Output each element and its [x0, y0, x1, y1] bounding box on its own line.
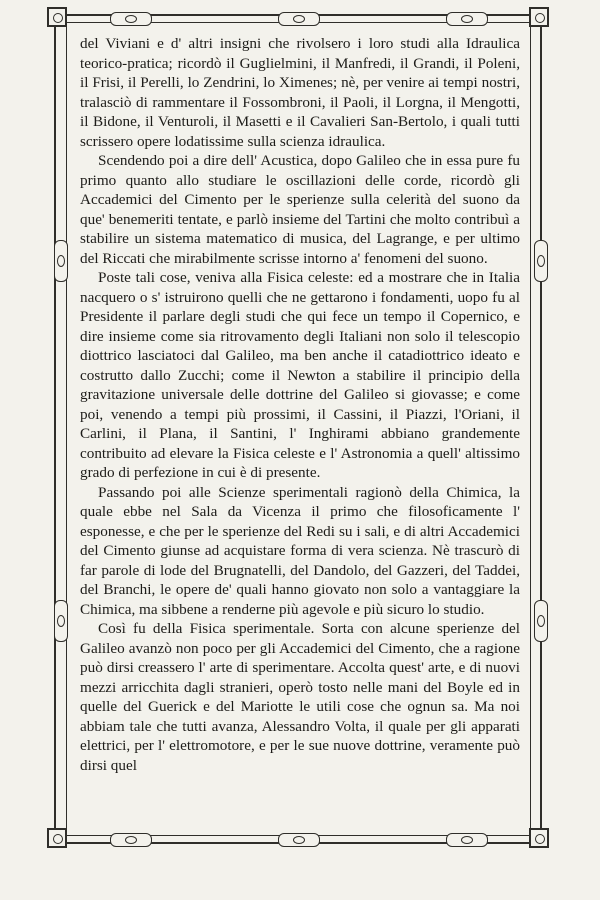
frame-ornament-icon	[534, 600, 548, 642]
body-text	[80, 34, 520, 775]
corner-ornament-icon	[47, 7, 67, 27]
frame-border-right	[540, 14, 542, 844]
frame-inner-border-right	[530, 22, 531, 836]
corner-ornament-icon	[529, 828, 549, 848]
frame-ornament-icon	[278, 833, 320, 847]
frame-ornament-icon	[534, 240, 548, 282]
frame-ornament-icon	[278, 12, 320, 26]
frame-inner-border-left	[66, 22, 67, 836]
frame-ornament-icon	[110, 833, 152, 847]
paragraph: Così fu della Fisica sperimentale. Sorta con alcune sperienze del Galileo avanzò non poco per gli Accademici del Cimento, che a ragione può dirsi creassero l' arte di sperimentare. Accolta quest' arte, e di nuovi mezzi arricchita dagli stranieri, operò tosto nelle mani del Boyle ed in quelle del Guerick e del Mariotte le utili cose che ognun sa. Ma noi abbiam tale che tutti avanza, Alessandro Volta, il quale per gli apparati elettrici, per l' elettromotore, e per le sue nuove dottrine, veramente può dirsi quel	[80, 620, 520, 774]
paragraph: Scendendo poi a dire dell' Acustica, dopo Galileo che in essa pure fu primo quanto allo studiare le oscillazioni delle corde, ricordò gli Accademici del Cimento per le sperienze sulla celerità del suono da que' benemeriti tentate, e parlò insieme del Tartini che molto contribuì a stabilire un sistema matematico di musica, del Lagrange, e per ultimo del Riccati che mirabilmente scrisse intorno a' fenomeni del suono.	[80, 152, 520, 267]
frame-ornament-icon	[446, 833, 488, 847]
frame-ornament-icon	[54, 240, 68, 282]
frame-ornament-icon	[110, 12, 152, 26]
frame-ornament-icon	[446, 12, 488, 26]
corner-ornament-icon	[47, 828, 67, 848]
paragraph: Poste tali cose, veniva alla Fisica celeste: ed a mostrare che in Italia nacquero o s' istruirono quelli che ne gettarono i fondamenti, uopo fu al Presidente il parlare degli studi che qui fece un tempo il Copernico, e dire insieme come sia ritrovamento degli Italiani non solo il telescopio diottrico lasciatoci dal Galileo, ma ben anche il catadiottrico ideato e costrutto dallo Zucchi; come il Newton a stabilire il principio della gravitazione universale delle dottrine del Galileo si giovasse; e come poi, venendo a tempi più prossimi, il Cassini, il Piazzi, l'Oriani, il Carlini, il Plana, il Santini, l' Inghirami abbiano grandemente contribuito ad elevare la Fisica celeste e l' Astronomia a quell' altissimo grado di perfezione in cui è di presente.	[80, 269, 520, 481]
frame-ornament-icon	[54, 600, 68, 642]
frame-border-left	[54, 14, 56, 844]
paragraph: del Viviani e d' altri insigni che rivolsero i loro studi alla Idraulica teorico-pratica; ricordò il Guglielmini, il Manfredi, il Grandi, il Poleni, il Frisi, il Perelli, lo Zendrini, lo Ximenes; nè, per venire ai tempi nostri, tralasciò di rammentare il Fossombroni, il Paoli, il Lorgna, il Mengotti, il Bidone, il Venturoli, il Masetti e il Cavalieri San-Bertolo, i quali tutti scrissero opere lodatissime sulla scienza idraulica.	[80, 35, 520, 150]
corner-ornament-icon	[529, 7, 549, 27]
paragraph: Passando poi alle Scienze sperimentali ragionò della Chimica, la quale ebbe nel Sala da Vicenza il primo che filosoficamente l' esponesse, e che per le sperienze del Redi su i sali, e di altri Accademici del Cimento giunse ad acquistare forma di vera scienza. Nè trascurò di far parole di lode del Brugnatelli, del Dandolo, del Gazzeri, del Taddei, del Branchi, le opere de' quali hanno giovato non solo a vantaggiare la Chimica, ma sibbene a renderne più agevole e più sicuro lo studio.	[80, 483, 520, 618]
